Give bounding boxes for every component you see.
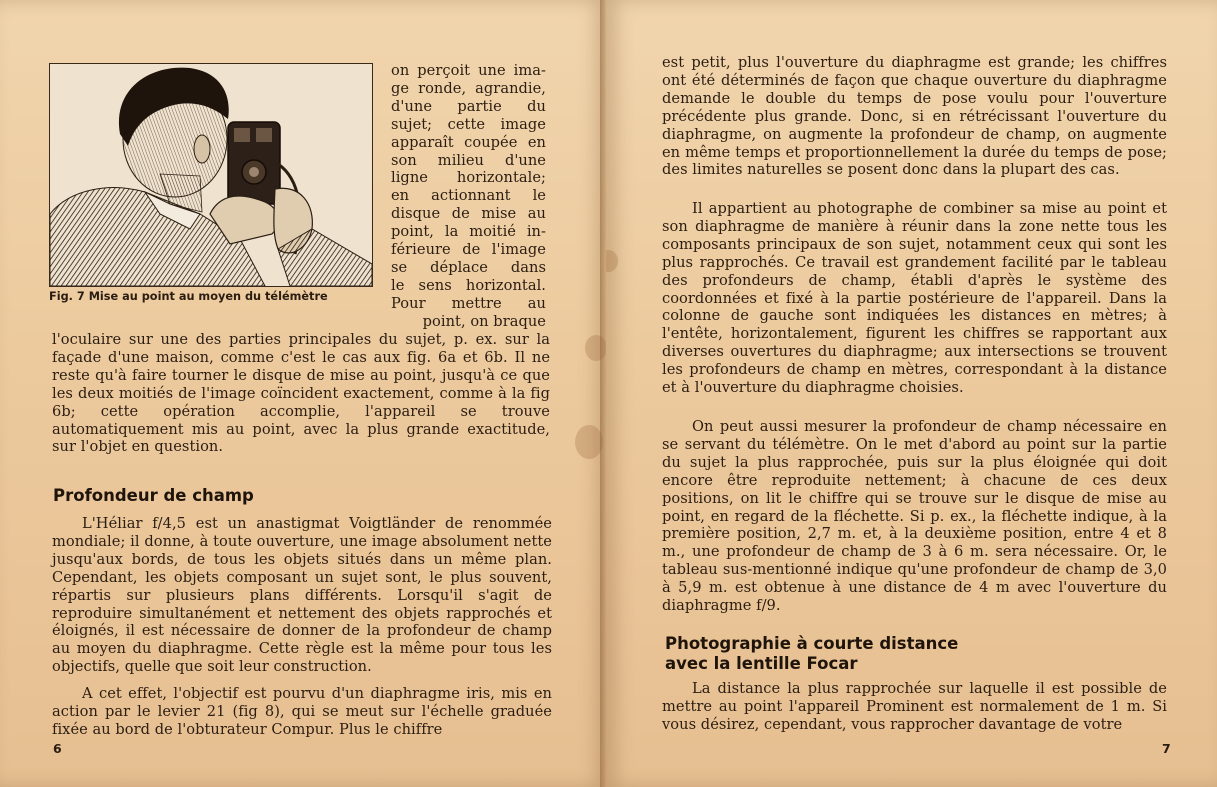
right-paragraph-2 <box>662 200 1167 397</box>
right-paragraph-3 <box>662 418 1167 615</box>
column-line: férieure de l'image <box>391 241 546 259</box>
rangefinder-illustration <box>49 63 373 287</box>
page-number: 6 <box>53 741 62 756</box>
section-heading: Profondeur de champ <box>53 486 254 505</box>
page-number: 7 <box>1162 741 1171 756</box>
column-line: ge ronde, agrandie, <box>391 79 546 97</box>
right-paragraph-4 <box>662 680 1167 734</box>
continuation-paragraph <box>52 331 550 456</box>
left-page <box>0 0 606 787</box>
stain <box>606 250 618 272</box>
depth-of-field-paragraph-2 <box>52 685 552 739</box>
column-line: point, la moitié in- <box>391 223 546 241</box>
paragraph-text: L'Héliar f/4,5 est un anastigmat Voigtländer de renommée mondiale; il donne, à toute ouverture, une image absolument nette jusqu'aux bords, de tous les objets situés dans un même plan. Cependant, les objets composant un sujet sont, le plus souvent, répartis sur plusieurs plans différents. Lorsqu'il s'agit de reproduire simultanément et nettement des objets rapprochés et éloignés, il est nécessaire de donner de la profondeur de champ au moyen du diaphragme. Cette règle est la même pour tous les objectifs, quelle que soit leur construction. <box>52 515 552 676</box>
right-page <box>606 0 1217 787</box>
paragraph-text: Il appartient au photographe de combiner sa mise au point et son diaphragme de manière à réunir dans la zone nette tous les composants principaux de son sujet, notamment ceux qui sont les plus rapprochés. Ce travail est grandement facilité par le tableau des profondeurs de champ, établi d'après le système des coordonnées et fixé à la partie postérieure de l'appareil. Dans la colonne de gauche sont indiquées les distances en mètres; à l'entête, horizontalement, figurent les chiffres se rapportant aux diverses ouvertures du diaphragme; aux intersections se trouvent les profondeurs de champ en mètres, correspondant à la distance et à l'ouverture du diaphragme choisies. <box>662 200 1167 397</box>
figure-caption: Fig. 7 Mise au point au moyen du télémètre <box>49 290 328 303</box>
heading-line-1: Photographie à courte distance <box>665 634 959 653</box>
paragraph-text: La distance la plus rapprochée sur laquelle il est possible de mettre au point l'appareil Prominent est normalement de 1 m. Si vous désirez, cependant, vous rapprocher davantage de votre <box>662 680 1167 733</box>
column-line: sujet; cette image <box>391 115 546 133</box>
paragraph-text: On peut aussi mesurer la profondeur de champ nécessaire en se servant du télémètre. On le met d'abord au point sur la partie du sujet la plus rapprochée, puis sur la plus éloignée qui doit encore être reproduite nettement; à chacune de ces deux positions, on lit le chiffre qui se trouve sur le disque de mise au point, en regard de la fléchette. Si p. ex., la fléchette indique, à la première position, 2,7 m. et, à la deuxième position, entre 4 et 8 m., une profondeur de champ de 3 à 6 m. sera nécessaire. Or, le tableau sus-mentionné indique qu'une profondeur de champ de 3,0 à 5,9 m. est obtenue à une distance de 4 m avec l'ouverture du diaphragme f/9. <box>662 418 1167 615</box>
column-line: on perçoit une ima- <box>391 62 546 79</box>
heading-line-2: avec la lentille Focar <box>665 654 858 673</box>
continuation-text: l'oculaire sur une des parties principales du sujet, p. ex. sur la façade d'une maison, comme c'est le cas aux fig. 6a et 6b. Il ne reste qu'à faire tourner le disque de mise au point, jusqu'à ce que les deux moitiés de l'image coïncident exactement, comme à la fig 6b; cette opération accomplie, l'appareil se trouve automatiquement mis au point, avec la plus grande exactitude, sur l'objet en question. <box>52 331 550 456</box>
column-line: point, on braque <box>422 312 546 330</box>
column-line: le sens horizontal. <box>391 276 546 294</box>
depth-of-field-paragraph-1 <box>52 515 552 676</box>
column-line: son milieu d'une <box>391 151 546 169</box>
column-line: apparaît coupée en <box>391 133 546 151</box>
column-line: d'une partie du <box>391 97 546 115</box>
man-with-camera-icon <box>50 64 372 286</box>
right-paragraph-1 <box>662 54 1167 179</box>
paragraph-text: A cet effet, l'objectif est pourvu d'un diaphragme iris, mis en action par le levier 21 (fig 8), qui se meut sur l'échelle graduée fixée au bord de l'obturateur Compur. Plus le chiffre <box>52 685 552 738</box>
column-line: disque de mise au <box>391 205 546 223</box>
paragraph-text: est petit, plus l'ouverture du diaphragme est grande; les chiffres ont été déterminés de façon que chaque ouverture du diaphragme demande le double du temps de pose voulu pour l'ouverture précédente plus grande. Donc, si en rétrécissant l'ouverture du diaphragme, on augmente la profondeur de champ, on augmente en même temps et proportionnellement la durée du temps de pose; des limites naturelles se posent donc dans la plupart des cas. <box>662 54 1167 179</box>
side-column-text <box>391 62 546 331</box>
stain <box>575 425 603 459</box>
column-line: ligne horizontale; <box>391 169 546 187</box>
column-line: se déplace dans <box>391 258 546 276</box>
column-line: Pour mettre au <box>391 294 546 312</box>
column-line: en actionnant le <box>391 187 546 205</box>
section-heading-focar <box>665 634 958 674</box>
